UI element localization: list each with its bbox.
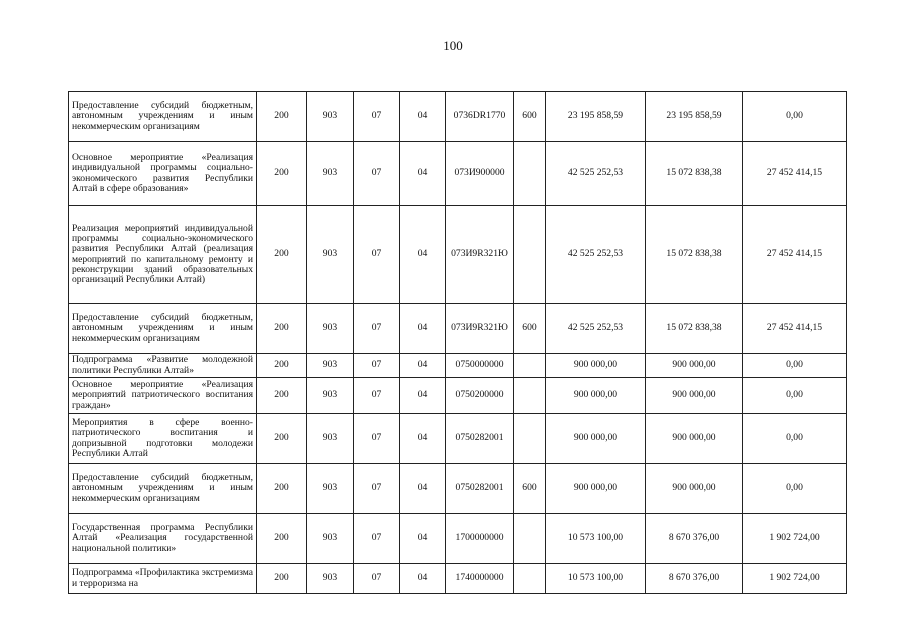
table-row xyxy=(69,464,847,514)
section-code: 07 xyxy=(354,414,400,464)
row-name: Предоставление субсидий бюджетным, автономным учреждениям и иным некоммерческим организациям xyxy=(69,464,257,514)
table-row xyxy=(69,354,847,378)
subsection-code: 04 xyxy=(400,414,446,464)
row-name: Подпрограмма «Профилактика экстремизма и терроризма на xyxy=(69,564,257,594)
table-row xyxy=(69,304,847,354)
ministry-code: 903 xyxy=(307,142,354,206)
amount-regional: 27 452 414,15 xyxy=(743,142,847,206)
subsection-code: 04 xyxy=(400,378,446,414)
amount-regional: 1 902 724,00 xyxy=(743,564,847,594)
expense-type-code xyxy=(514,414,546,464)
subsection-code: 04 xyxy=(400,464,446,514)
ministry-code: 903 xyxy=(307,464,354,514)
section-code: 07 xyxy=(354,92,400,142)
subsection-code: 04 xyxy=(400,142,446,206)
expense-type-code xyxy=(514,564,546,594)
amount-regional: 27 452 414,15 xyxy=(743,206,847,304)
amount-total: 900 000,00 xyxy=(546,464,646,514)
section-code: 07 xyxy=(354,378,400,414)
subsection-code: 04 xyxy=(400,206,446,304)
amount-regional: 0,00 xyxy=(743,414,847,464)
row-name: Подпрограмма «Развитие молодежной политики Республики Алтай» xyxy=(69,354,257,378)
row-name: Государственная программа Республики Алтай «Реализация государственной национальной политики» xyxy=(69,514,257,564)
amount-total: 10 573 100,00 xyxy=(546,564,646,594)
amount-regional: 1 902 724,00 xyxy=(743,514,847,564)
admin-code: 200 xyxy=(257,304,307,354)
amount-federal: 900 000,00 xyxy=(646,464,743,514)
section-code: 07 xyxy=(354,514,400,564)
section-code: 07 xyxy=(354,354,400,378)
section-code: 07 xyxy=(354,564,400,594)
row-name: Мероприятия в сфере военно-патриотического воспитания и допризывной подготовки молодежи Республики Алтай xyxy=(69,414,257,464)
target-article-code: 0750200000 xyxy=(446,378,514,414)
admin-code: 200 xyxy=(257,514,307,564)
ministry-code: 903 xyxy=(307,354,354,378)
budget-table xyxy=(68,91,847,594)
admin-code: 200 xyxy=(257,414,307,464)
amount-total: 900 000,00 xyxy=(546,414,646,464)
amount-federal: 15 072 838,38 xyxy=(646,304,743,354)
ministry-code: 903 xyxy=(307,304,354,354)
amount-federal: 900 000,00 xyxy=(646,378,743,414)
amount-regional: 0,00 xyxy=(743,92,847,142)
target-article-code: 0750000000 xyxy=(446,354,514,378)
amount-total: 42 525 252,53 xyxy=(546,206,646,304)
admin-code: 200 xyxy=(257,206,307,304)
ministry-code: 903 xyxy=(307,92,354,142)
subsection-code: 04 xyxy=(400,564,446,594)
section-code: 07 xyxy=(354,464,400,514)
table-row xyxy=(69,514,847,564)
ministry-code: 903 xyxy=(307,206,354,304)
amount-federal: 15 072 838,38 xyxy=(646,206,743,304)
admin-code: 200 xyxy=(257,464,307,514)
target-article-code: 073И9R321Ю xyxy=(446,304,514,354)
target-article-code: 0750282001 xyxy=(446,414,514,464)
table-row xyxy=(69,564,847,594)
expense-type-code: 600 xyxy=(514,92,546,142)
amount-regional: 0,00 xyxy=(743,354,847,378)
ministry-code: 903 xyxy=(307,378,354,414)
expense-type-code xyxy=(514,378,546,414)
amount-total: 42 525 252,53 xyxy=(546,142,646,206)
target-article-code: 1740000000 xyxy=(446,564,514,594)
table-row xyxy=(69,142,847,206)
admin-code: 200 xyxy=(257,378,307,414)
target-article-code: 073И900000 xyxy=(446,142,514,206)
amount-total: 900 000,00 xyxy=(546,354,646,378)
amount-federal: 900 000,00 xyxy=(646,354,743,378)
table-row xyxy=(69,92,847,142)
ministry-code: 903 xyxy=(307,414,354,464)
amount-total: 900 000,00 xyxy=(546,378,646,414)
target-article-code: 0736DR1770 xyxy=(446,92,514,142)
target-article-code: 1700000000 xyxy=(446,514,514,564)
ministry-code: 903 xyxy=(307,564,354,594)
amount-regional: 0,00 xyxy=(743,378,847,414)
section-code: 07 xyxy=(354,142,400,206)
target-article-code: 0750282001 xyxy=(446,464,514,514)
expense-type-code: 600 xyxy=(514,464,546,514)
section-code: 07 xyxy=(354,304,400,354)
admin-code: 200 xyxy=(257,564,307,594)
amount-regional: 27 452 414,15 xyxy=(743,304,847,354)
page-number: 100 xyxy=(443,38,463,53)
amount-total: 10 573 100,00 xyxy=(546,514,646,564)
amount-total: 23 195 858,59 xyxy=(546,92,646,142)
row-name: Предоставление субсидий бюджетным, автономным учреждениям и иным некоммерческим организациям xyxy=(69,304,257,354)
expense-type-code xyxy=(514,142,546,206)
amount-federal: 8 670 376,00 xyxy=(646,514,743,564)
subsection-code: 04 xyxy=(400,514,446,564)
admin-code: 200 xyxy=(257,92,307,142)
row-name: Основное мероприятие «Реализация мероприятий патриотического воспитания граждан» xyxy=(69,378,257,414)
expense-type-code xyxy=(514,354,546,378)
section-code: 07 xyxy=(354,206,400,304)
row-name: Основное мероприятие «Реализация индивидуальной программы социально-экономического развития Республики Алтай в сфере образования» xyxy=(69,142,257,206)
amount-federal: 23 195 858,59 xyxy=(646,92,743,142)
expense-type-code: 600 xyxy=(514,304,546,354)
row-name: Предоставление субсидий бюджетным, автономным учреждениям и иным некоммерческим организациям xyxy=(69,92,257,142)
subsection-code: 04 xyxy=(400,92,446,142)
table-row xyxy=(69,414,847,464)
expense-type-code xyxy=(514,206,546,304)
target-article-code: 073И9R321Ю xyxy=(446,206,514,304)
amount-federal: 15 072 838,38 xyxy=(646,142,743,206)
ministry-code: 903 xyxy=(307,514,354,564)
table-row xyxy=(69,206,847,304)
row-name: Реализация мероприятий индивидуальной программы социально-экономического развития Республики Алтай (реализация мероприятий по капитальному ремонту и реконструкции зданий образовательных организаций Республики Алтай) xyxy=(69,206,257,304)
amount-total: 42 525 252,53 xyxy=(546,304,646,354)
amount-federal: 8 670 376,00 xyxy=(646,564,743,594)
expense-type-code xyxy=(514,514,546,564)
amount-federal: 900 000,00 xyxy=(646,414,743,464)
admin-code: 200 xyxy=(257,142,307,206)
budget-table-body xyxy=(69,92,847,594)
amount-regional: 0,00 xyxy=(743,464,847,514)
admin-code: 200 xyxy=(257,354,307,378)
table-row xyxy=(69,378,847,414)
subsection-code: 04 xyxy=(400,354,446,378)
subsection-code: 04 xyxy=(400,304,446,354)
